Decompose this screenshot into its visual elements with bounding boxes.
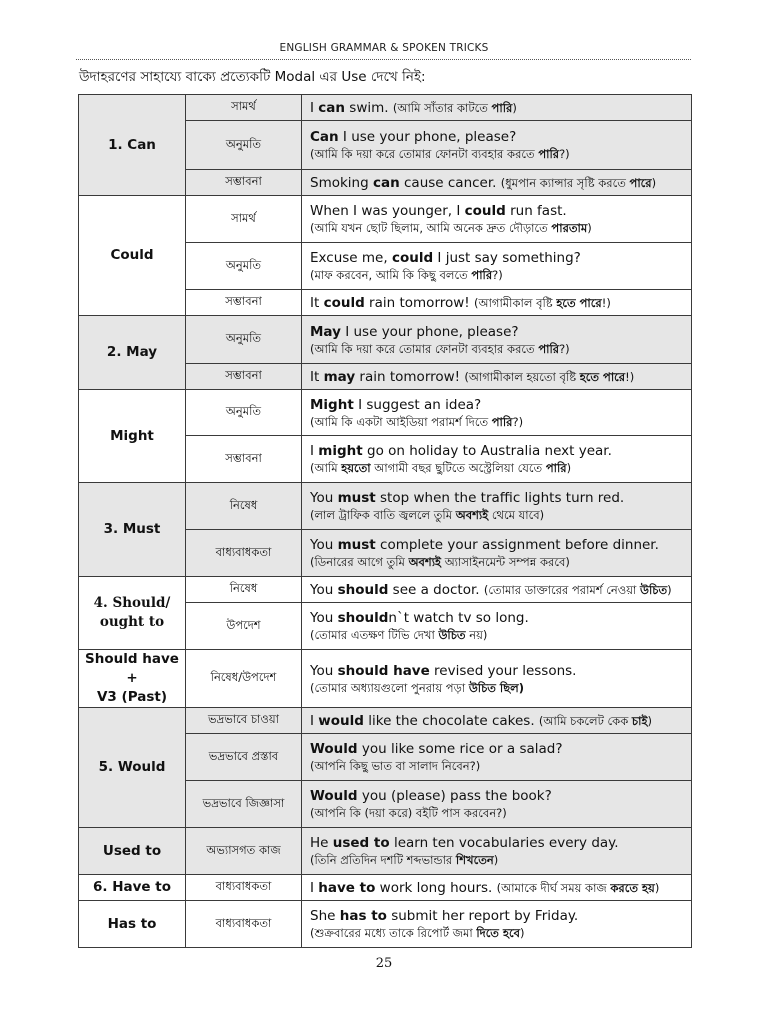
text-segment: (আমি সাঁতার কাটতে [392, 101, 492, 115]
usage-type-cell: সম্ভাবনা [186, 170, 302, 196]
emphasis: দিতে হবে [476, 926, 521, 940]
text-segment: It [310, 295, 324, 311]
text-segment: ) [512, 101, 517, 115]
usage-type-cell: সম্ভাবনা [186, 436, 302, 483]
text-segment: I [310, 880, 319, 896]
emphasis: পারি [471, 268, 493, 282]
usage-type-cell: ভদ্রভাবে প্রস্তাব [186, 734, 302, 781]
bengali-translation [310, 554, 683, 571]
text-segment: ?) [559, 341, 570, 356]
emphasis: Can [310, 129, 339, 145]
text-segment: She [310, 908, 340, 924]
table-row [79, 390, 692, 436]
emphasis: Would [310, 788, 358, 804]
text-segment: (তোমার অধ্যায়গুলো পুনরায় পড়া [310, 680, 469, 695]
text-segment: go on holiday to Australia next year. [362, 443, 612, 459]
emphasis: করতে হয় [610, 881, 655, 895]
example-cell [302, 121, 692, 170]
text-segment: (ডিনারের আগে তুমি [310, 555, 409, 569]
emphasis: used to [332, 835, 390, 851]
text-segment: (আপনি কিছু ভাত বা সালাদ নিবেন?) [310, 759, 481, 773]
emphasis: can [372, 175, 400, 191]
emphasis: পারে [629, 176, 652, 190]
text-segment: ) [587, 221, 592, 235]
table-row [79, 196, 692, 243]
bengali-translation [539, 714, 652, 728]
text-segment: (আমি [310, 461, 342, 475]
text-segment: You [310, 537, 338, 553]
emphasis: উচিত ছিল) [468, 680, 524, 695]
table-row [79, 483, 692, 530]
text-segment: see a doctor. [388, 582, 484, 598]
example-cell [302, 530, 692, 577]
text-segment: I [310, 443, 319, 459]
text-segment: (শুক্রবারের মধ্যে তাকে রিপোর্ট জমা [310, 926, 477, 940]
example-cell [302, 708, 692, 734]
usage-type-cell: অনুমতি [186, 390, 302, 436]
text-segment: ) [667, 583, 672, 597]
modal-cell [79, 316, 186, 390]
text-segment: I [310, 100, 319, 116]
emphasis: have to [318, 880, 376, 896]
bengali-translation [501, 176, 656, 190]
example-cell [302, 170, 692, 196]
usage-type-cell: উপদেশ [186, 603, 302, 650]
table-row [79, 828, 692, 875]
modal-cell [79, 390, 186, 483]
bengali-translation [310, 852, 683, 869]
text-segment: নয়) [465, 628, 488, 642]
table-row [79, 577, 692, 603]
modal-label: Used to [102, 842, 162, 859]
text-segment: (আমাকে দীর্ঘ সময় কাজ [496, 881, 611, 895]
text-segment: আগামী বছর ছুটিতে অস্ট্রেলিয়া যেতে [370, 461, 546, 475]
text-segment: you (please) pass the book? [357, 788, 552, 804]
text-segment: ) [651, 176, 657, 190]
emphasis: পারি [491, 101, 513, 115]
bengali-translation [310, 460, 683, 477]
example-cell [302, 577, 692, 603]
modal-cell [79, 196, 186, 316]
modal-label: 5. Would [98, 759, 166, 775]
text-segment: (তিনি প্রতিদিন দশটি শব্দভান্ডার [310, 853, 456, 867]
usage-type-cell: সামর্থ [186, 95, 302, 121]
text-segment: When I was younger, I [310, 203, 465, 219]
emphasis: উচিত [438, 628, 466, 642]
emphasis: can [318, 100, 346, 116]
text-segment: (ধুমপান ক্যান্সার সৃষ্টি করতে [500, 176, 630, 190]
emphasis: could [464, 203, 506, 219]
modal-cell [79, 901, 186, 948]
modal-label: Might [110, 427, 154, 444]
example-cell [302, 781, 692, 828]
bengali-translation [310, 507, 683, 524]
text-segment: He [310, 835, 333, 851]
table-row [79, 875, 692, 901]
modal-label: Has to [107, 915, 157, 932]
modal-label: 2. May [106, 344, 158, 360]
example-cell [302, 290, 692, 316]
usage-type-cell: নিষেধ/উপদেশ [186, 650, 302, 708]
text-segment: (তোমার এতক্ষণ টিভি দেখা [310, 628, 439, 642]
example-cell [302, 650, 692, 708]
text-segment: (আমি কি দয়া করে তোমার ফোনটা ব্যবহার করতে [310, 147, 539, 161]
example-cell [302, 875, 692, 901]
text-segment: submit her report by Friday. [386, 908, 579, 924]
usage-type-cell: সামর্থ [186, 196, 302, 243]
emphasis: could [391, 250, 434, 266]
example-cell [302, 95, 692, 121]
text-segment: ) [654, 881, 660, 895]
modal-label: V3 (Past) [96, 689, 167, 705]
running-header: ENGLISH GRAMMAR & SPOKEN TRICKS [279, 42, 489, 54]
emphasis: পারতাম [551, 221, 588, 235]
example-cell [302, 483, 692, 530]
text-segment: stop when the traffic lights turn red. [375, 490, 625, 506]
text-segment: You [310, 490, 338, 506]
modal-cell [79, 577, 186, 650]
bengali-translation [310, 146, 683, 163]
emphasis: should [337, 610, 389, 626]
page-number: 25 [375, 956, 393, 971]
table-row [79, 95, 692, 121]
text-segment: !) [625, 370, 635, 384]
bengali-translation [310, 627, 683, 644]
text-segment: rain tomorrow! [355, 369, 465, 385]
emphasis: Would [310, 741, 358, 757]
example-cell [302, 603, 692, 650]
text-segment: complete your assignment before dinner. [375, 537, 659, 553]
text-segment: ?) [512, 414, 524, 429]
usage-type-cell: অনুমতি [186, 243, 302, 290]
usage-type-cell: বাধ্যবাধকতা [186, 875, 302, 901]
text-segment: You [310, 582, 338, 598]
text-segment: cause cancer. [399, 175, 501, 191]
modal-cell [79, 708, 186, 828]
usage-type-cell: সম্ভাবনা [186, 364, 302, 390]
emphasis: should have [337, 662, 430, 679]
text-segment: ) [566, 461, 572, 475]
modal-label: 6. Have to [92, 879, 171, 895]
text-segment: You [310, 610, 338, 626]
bengali-translation [310, 758, 683, 775]
text-segment: You [310, 662, 338, 679]
bengali-translation [464, 370, 634, 384]
emphasis: শিখতেন [455, 853, 494, 867]
text-segment: you like some rice or a salad? [357, 741, 563, 757]
emphasis: might [318, 443, 363, 459]
text-segment: ) [520, 926, 525, 940]
usage-type-cell: নিষেধ [186, 483, 302, 530]
emphasis: হয়তো [341, 461, 371, 475]
text-segment: Smoking [310, 175, 373, 191]
text-segment: work long hours. [375, 880, 497, 896]
bengali-translation [310, 805, 683, 822]
modal-label: 4. Should/ [93, 595, 171, 611]
modal-cell [79, 650, 186, 708]
text-segment: ?) [559, 147, 570, 161]
modal-label: 3. Must [103, 521, 161, 537]
modal-cell [79, 828, 186, 875]
example-cell [302, 828, 692, 875]
usage-type-cell: ভদ্রভাবে চাওয়া [186, 708, 302, 734]
example-cell [302, 901, 692, 948]
example-cell [302, 364, 692, 390]
text-segment: revised your lessons. [429, 662, 577, 679]
text-segment: (তোমার ডাক্তারের পরামর্শ নেওয়া [483, 583, 641, 597]
modal-cell [79, 95, 186, 196]
text-segment: I use your phone, please? [338, 129, 517, 145]
emphasis: may [323, 369, 356, 385]
emphasis: অবশ্যই [455, 508, 489, 522]
text-segment: I just say something? [433, 250, 581, 266]
text-segment: ) [493, 853, 499, 867]
usage-type-cell: বাধ্যবাধকতা [186, 901, 302, 948]
emphasis: উচিত [640, 583, 668, 597]
example-cell [302, 316, 692, 364]
usage-type-cell: অভ্যাসগত কাজ [186, 828, 302, 875]
usage-type-cell: বাধ্যবাধকতা [186, 530, 302, 577]
emphasis: হতে পারে [556, 296, 602, 310]
text-segment: Excuse me, [310, 250, 392, 266]
emphasis: পারি [545, 461, 567, 475]
text-segment: (আগামীকাল বৃষ্টি [474, 296, 557, 310]
bengali-translation [310, 267, 683, 284]
emphasis: হতে পারে [579, 370, 626, 384]
emphasis: would [318, 713, 364, 729]
text-segment: run fast. [505, 203, 567, 219]
bengali-translation [484, 583, 672, 597]
modal-label: 1. Can [108, 136, 156, 153]
text-segment: n`t watch tv so long. [388, 610, 529, 626]
emphasis: অবশ্যই [408, 555, 442, 569]
text-segment: ) [647, 714, 652, 728]
modal-cell [79, 483, 186, 577]
usage-type-cell: অনুমতি [186, 316, 302, 364]
bengali-translation [310, 414, 683, 431]
text-segment: (আমি কি একটা আইডিয়া পরামর্শ দিতে [310, 414, 492, 429]
text-segment: I use your phone, please? [340, 323, 519, 340]
emphasis: should [337, 582, 389, 598]
text-segment: (আগামীকাল হয়তো বৃষ্টি [464, 370, 580, 384]
example-cell [302, 390, 692, 436]
text-segment: (আমি কি দয়া করে তোমার ফোনটা ব্যবহার করতে [310, 341, 539, 356]
text-segment: (মাফ করবেন, আমি কি কিছু বলতে [310, 268, 472, 282]
usage-type-cell: অনুমতি [186, 121, 302, 170]
modal-label: ought to [99, 614, 165, 630]
text-segment: !) [601, 296, 611, 310]
example-cell [302, 243, 692, 290]
emphasis: must [337, 537, 376, 553]
usage-type-cell: সম্ভাবনা [186, 290, 302, 316]
text-segment: It [310, 369, 324, 385]
bengali-translation [310, 341, 683, 358]
emphasis: could [323, 295, 365, 311]
table-row [79, 316, 692, 364]
emphasis: পারি [538, 341, 560, 356]
emphasis: পারি [491, 414, 513, 429]
table-row [79, 650, 692, 708]
text-segment: ?) [492, 268, 503, 282]
text-segment: (আপনি কি (দয়া করে) বইটি পাস করবেন?) [310, 806, 507, 820]
text-segment: (লাল ট্রাফিক বাতি জ্বললে তুমি [310, 508, 456, 522]
intro-text: উদাহরণের সাহায্যে বাক্যে প্রত্যেকটি Modal এর Use দেখে নিই: [79, 69, 426, 85]
table-row [79, 901, 692, 948]
text-segment: (আমি চকলেট কেক [538, 714, 632, 728]
bengali-translation [393, 101, 517, 115]
text-segment: থেমে যাবে) [488, 508, 545, 522]
bengali-translation [497, 881, 660, 895]
example-cell [302, 436, 692, 483]
text-segment: (আমি যখন ছোট ছিলাম, আমি অনেক দ্রুত দৌড়াতে [310, 221, 552, 235]
text-segment: I suggest an idea? [353, 396, 482, 413]
emphasis: has to [339, 908, 387, 924]
text-segment: অ্যাসাইনমেন্ট সম্পন্ন করবে) [441, 555, 570, 569]
emphasis: চাই [631, 714, 648, 728]
emphasis: পারি [538, 147, 560, 161]
text-segment: swim. [345, 100, 393, 116]
emphasis: must [337, 490, 376, 506]
usage-type-cell: নিষেধ [186, 577, 302, 603]
text-segment: learn ten vocabularies every day. [389, 835, 619, 851]
text-segment: rain tomorrow! [364, 295, 475, 311]
emphasis: May [310, 323, 341, 340]
bengali-translation [310, 680, 683, 697]
usage-type-cell: ভদ্রভাবে জিজ্ঞাসা [186, 781, 302, 828]
example-cell [302, 196, 692, 243]
modal-label: Could [110, 247, 154, 263]
modal-cell [79, 875, 186, 901]
modal-label: Should have + [85, 651, 179, 686]
bengali-translation [310, 925, 683, 942]
modal-usage-table [78, 94, 692, 948]
header-divider [76, 59, 691, 60]
bengali-translation [474, 296, 611, 310]
table-row [79, 708, 692, 734]
emphasis: Might [310, 396, 354, 413]
text-segment: like the chocolate cakes. [363, 713, 539, 729]
bengali-translation [310, 220, 683, 237]
example-cell [302, 734, 692, 781]
text-segment: I [310, 713, 319, 729]
